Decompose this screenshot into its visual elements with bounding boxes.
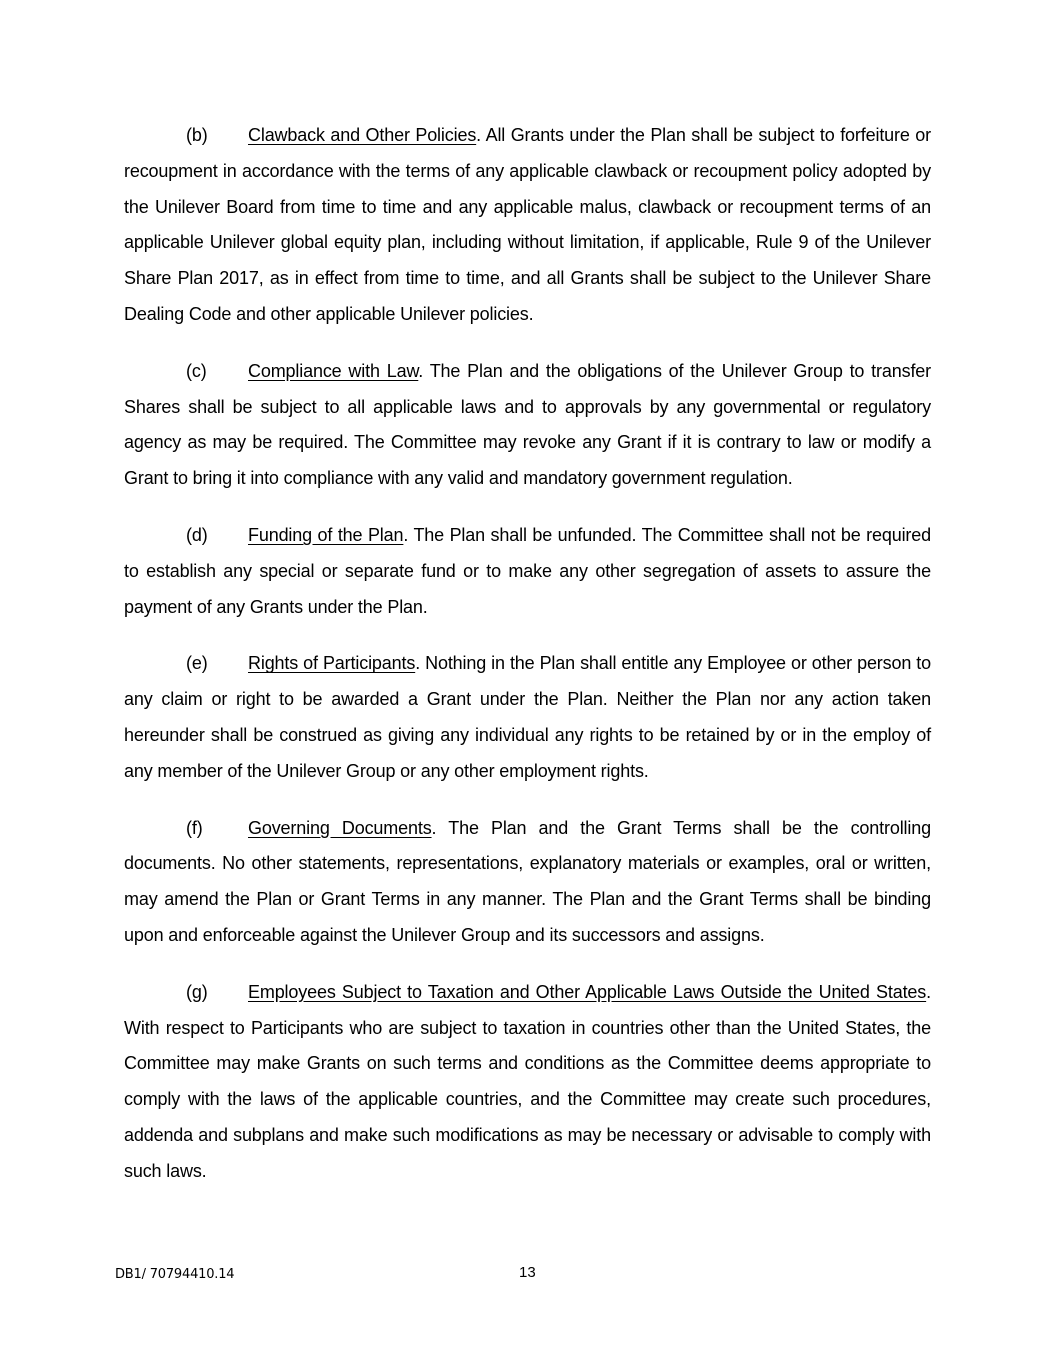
section-label: (g) xyxy=(186,981,208,1002)
section-label: (e) xyxy=(186,653,208,674)
page-number: 13 xyxy=(519,1264,536,1281)
section-body: . The Plan and the Grant Terms shall be the controlling documents. No other statements, representations, explanatory materials or examples, oral or written, may amend the Plan or Grant Terms in any manner. The Plan and the Grant Terms shall be binding upon and enforceable against the Unilever Group and its successors and assigns. xyxy=(124,817,931,945)
section-heading: Governing Documents xyxy=(248,817,432,838)
document-page xyxy=(124,118,931,1211)
section-label: (d) xyxy=(186,524,208,545)
section-body: . The Plan shall be unfunded. The Committee shall not be required to establish any special or separate fund or to make any other segregation of assets to assure the payment of any Grants under the Plan. xyxy=(124,524,931,617)
section-heading: Clawback and Other Policies xyxy=(248,125,477,145)
section-body: . All Grants under the Plan shall be subject to forfeiture or recoupment in accordance with the terms of any applicable clawback or recoupment policy adopted by the Unilever Board from time to time and any applicable malus, clawback or recoupment terms of an applicable Unilever global equity plan, including without limitation, if applicable, Rule 9 of the Unilever Share Plan 2017, as in effect from time to time, and all Grants shall be subject to the Unilever Share Dealing Code and other applicable Unilever policies. xyxy=(124,125,931,324)
section-label: (f) xyxy=(186,817,203,838)
section-heading: Compliance with Law xyxy=(248,360,419,381)
section-heading: Funding of the Plan xyxy=(248,524,404,545)
section-label: (c) xyxy=(186,360,207,381)
footer-doc-id: DB1/ 70794410.14 xyxy=(115,1267,235,1282)
section-b xyxy=(124,118,931,333)
section-body: . Nothing in the Plan shall entitle any Employee or other person to any claim or right to be awarded a Grant under the Plan. Neither the Plan nor any action taken hereunder shall be construed as giving any individual any rights to be retained by or in the employ of any member of the Unilever Group or any other employment rights. xyxy=(124,653,931,781)
section-d xyxy=(124,518,931,625)
section-body: . With respect to Participants who are subject to taxation in countries other than the United States, the Committee may make Grants on such terms and conditions as the Committee deems appropriate to comply with the laws of the applicable countries, and the Committee may create such procedures, addenda and subplans and make such modifications as may be necessary or advisable to comply with such laws. xyxy=(124,981,931,1181)
section-label: (b) xyxy=(186,125,208,145)
section-g xyxy=(124,975,931,1190)
section-heading: Employees Subject to Taxation and Other Applicable Laws Outside the United States xyxy=(248,981,927,1002)
section-body: . The Plan and the obligations of the Unilever Group to transfer Shares shall be subject to all applicable laws and to approvals by any governmental or regulatory agency as may be required. The Committee may revoke any Grant if it is contrary to law or modify a Grant to bring it into compliance with any valid and mandatory government regulation. xyxy=(124,360,931,489)
section-e xyxy=(124,646,931,789)
section-f xyxy=(124,811,931,954)
section-heading: Rights of Participants xyxy=(248,653,416,674)
section-c xyxy=(124,354,931,497)
